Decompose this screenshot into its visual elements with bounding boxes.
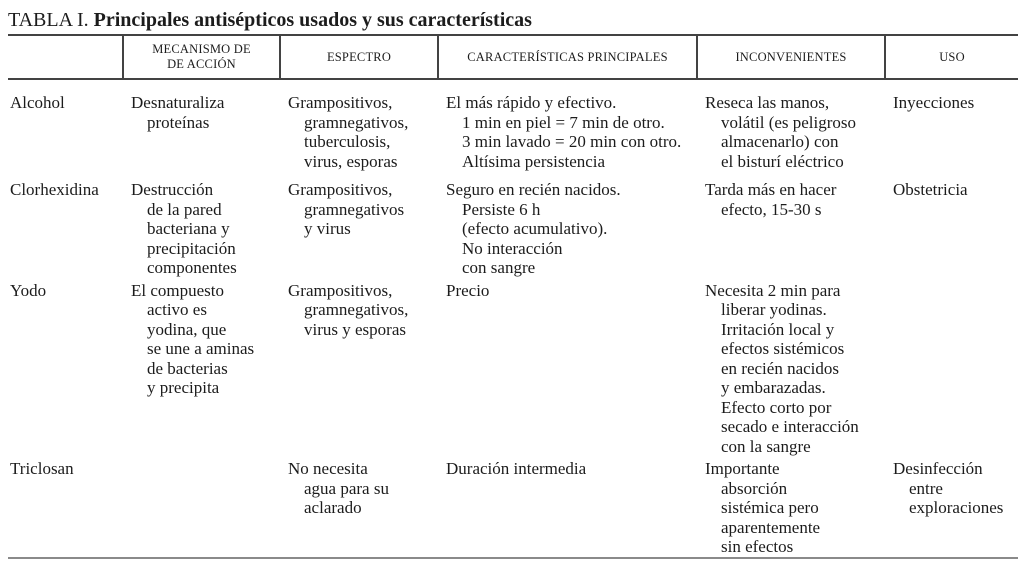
- text-line: tuberculosis,: [304, 132, 391, 151]
- text-line: Efecto corto por: [721, 397, 832, 417]
- cell-mecanismo: [123, 459, 280, 558]
- text-line: con sangre: [462, 258, 536, 277]
- table-header: [8, 35, 1018, 79]
- text-line: Persiste 6 h: [462, 199, 541, 219]
- text-line: Seguro en recién nacidos.: [446, 180, 621, 199]
- text-line: el bisturí eléctrico: [721, 151, 844, 171]
- text-line: Precio: [446, 280, 490, 300]
- text-line: sin efectos: [721, 537, 794, 556]
- text-line: Tarda más en hacer: [705, 180, 837, 199]
- header-inconvenientes: [697, 35, 885, 79]
- text-line: CARACTERÍSTICAS PRINCIPALES: [467, 49, 668, 64]
- table-body: [8, 79, 1018, 558]
- cell-espectro: [280, 79, 438, 180]
- text-line: volátil (es peligroso: [721, 112, 857, 132]
- header-substance: [8, 35, 123, 79]
- text-line: activo es: [147, 300, 207, 319]
- text-line: Altísima persistencia: [462, 151, 606, 171]
- text-line: Desnaturaliza: [131, 93, 225, 112]
- cell-mecanismo: [123, 79, 280, 180]
- text-line: exploraciones: [909, 498, 1004, 517]
- text-line: 3 min lavado = 20 min con otro.: [462, 132, 682, 151]
- text-line: El más rápido y efectivo.: [446, 93, 617, 112]
- text-line: entre: [909, 478, 943, 498]
- text-line: (efecto acumulativo).: [462, 219, 608, 238]
- text-line: USO: [939, 49, 965, 64]
- cell-inconvenientes: [697, 459, 885, 558]
- text-line: secado e interacción: [721, 417, 859, 436]
- text-line: Grampositivos,: [288, 280, 393, 300]
- table-title-text: Principales antisépticos usados y sus características: [93, 9, 532, 31]
- text-line: gramnegativos,: [304, 112, 409, 132]
- cell-name: Alcohol: [10, 93, 65, 112]
- text-line: y virus: [304, 219, 351, 238]
- table-row-triclosan: [8, 459, 1018, 558]
- table-row-alcohol: [8, 79, 1018, 180]
- text-line: INCONVENIENTES: [735, 49, 847, 64]
- text-line: gramnegativos: [304, 199, 405, 219]
- cell-inconvenientes: [697, 79, 885, 180]
- cell-caracteristicas: [438, 459, 697, 558]
- text-line: Duración intermedia: [446, 459, 587, 478]
- header-mecanismo: [123, 35, 280, 79]
- text-line: Inyecciones: [893, 93, 975, 112]
- text-line: Irritación local y: [721, 319, 835, 339]
- text-line: precipitación: [147, 238, 236, 258]
- text-line: Obstetricia: [893, 180, 968, 199]
- text-line: con la sangre: [721, 436, 811, 456]
- text-line: Grampositivos,: [288, 180, 393, 199]
- text-line: efecto, 15-30 s: [721, 199, 822, 219]
- text-line: No interacción: [462, 238, 563, 258]
- text-line: virus, esporas: [304, 151, 398, 171]
- text-line: absorción: [721, 478, 788, 498]
- cell-caracteristicas: [438, 281, 697, 460]
- text-line: agua para su: [304, 478, 389, 498]
- text-line: Desinfección: [893, 459, 983, 478]
- cell-espectro: [280, 281, 438, 460]
- text-line: yodina, que: [147, 319, 227, 339]
- text-line: bacteriana y: [147, 219, 230, 238]
- cell-uso: [885, 180, 1018, 281]
- text-line: componentes: [147, 258, 237, 277]
- cell-espectro: [280, 180, 438, 281]
- header-row: [8, 35, 1018, 79]
- cell-uso: [885, 459, 1018, 558]
- header-caracteristicas: [438, 35, 697, 79]
- text-line: gramnegativos,: [304, 300, 409, 319]
- text-line: virus y esporas: [304, 319, 406, 339]
- cell-caracteristicas: [438, 79, 697, 180]
- table-title: [0, 0, 1024, 33]
- cell-name: Triclosan: [10, 459, 74, 478]
- cell-inconvenientes: [697, 180, 885, 281]
- antiseptics-table: [8, 34, 1018, 559]
- cell-mecanismo: [123, 281, 280, 460]
- text-line: Importante: [705, 459, 780, 478]
- cell-caracteristicas: [438, 180, 697, 281]
- header-espectro: [280, 35, 438, 79]
- table-row-yodo: [8, 281, 1018, 460]
- text-line: aclarado: [304, 498, 362, 517]
- text-line: en recién nacidos: [721, 358, 839, 378]
- text-line: No necesita: [288, 459, 368, 478]
- text-line: liberar yodinas.: [721, 300, 827, 319]
- text-line: se une a aminas: [147, 339, 255, 358]
- text-line: proteínas: [147, 112, 210, 132]
- text-line: almacenarlo) con: [721, 132, 839, 151]
- text-line: efectos sistémicos: [721, 339, 845, 358]
- text-line: Necesita 2 min para: [705, 280, 841, 300]
- cell-name: Yodo: [10, 280, 47, 300]
- text-line: MECANISMO DE: [152, 42, 251, 56]
- cell-uso: [885, 281, 1018, 460]
- text-line: 1 min en piel = 7 min de otro.: [462, 112, 665, 132]
- text-line: Reseca las manos,: [705, 93, 830, 112]
- cell-mecanismo: [123, 180, 280, 281]
- text-line: de bacterias: [147, 358, 228, 378]
- table-title-prefix: TABLA I.: [8, 9, 94, 31]
- cell-espectro: [280, 459, 438, 558]
- text-line: y precipita: [147, 378, 220, 397]
- text-line: Destrucción: [131, 180, 214, 199]
- text-line: y embarazadas.: [721, 378, 826, 397]
- text-line: de la pared: [147, 199, 222, 219]
- header-uso: [885, 35, 1018, 79]
- text-line: sistémica pero: [721, 498, 819, 517]
- text-line: ESPECTRO: [326, 49, 392, 64]
- cell-inconvenientes: [697, 281, 885, 460]
- table-row-clorhexidina: [8, 180, 1018, 281]
- text-line: DE ACCIÓN: [167, 57, 236, 71]
- cell-uso: [885, 79, 1018, 180]
- text-line: aparentemente: [721, 517, 821, 537]
- text-line: El compuesto: [131, 280, 225, 300]
- cell-name: Clorhexidina: [10, 180, 99, 199]
- text-line: Grampositivos,: [288, 93, 393, 112]
